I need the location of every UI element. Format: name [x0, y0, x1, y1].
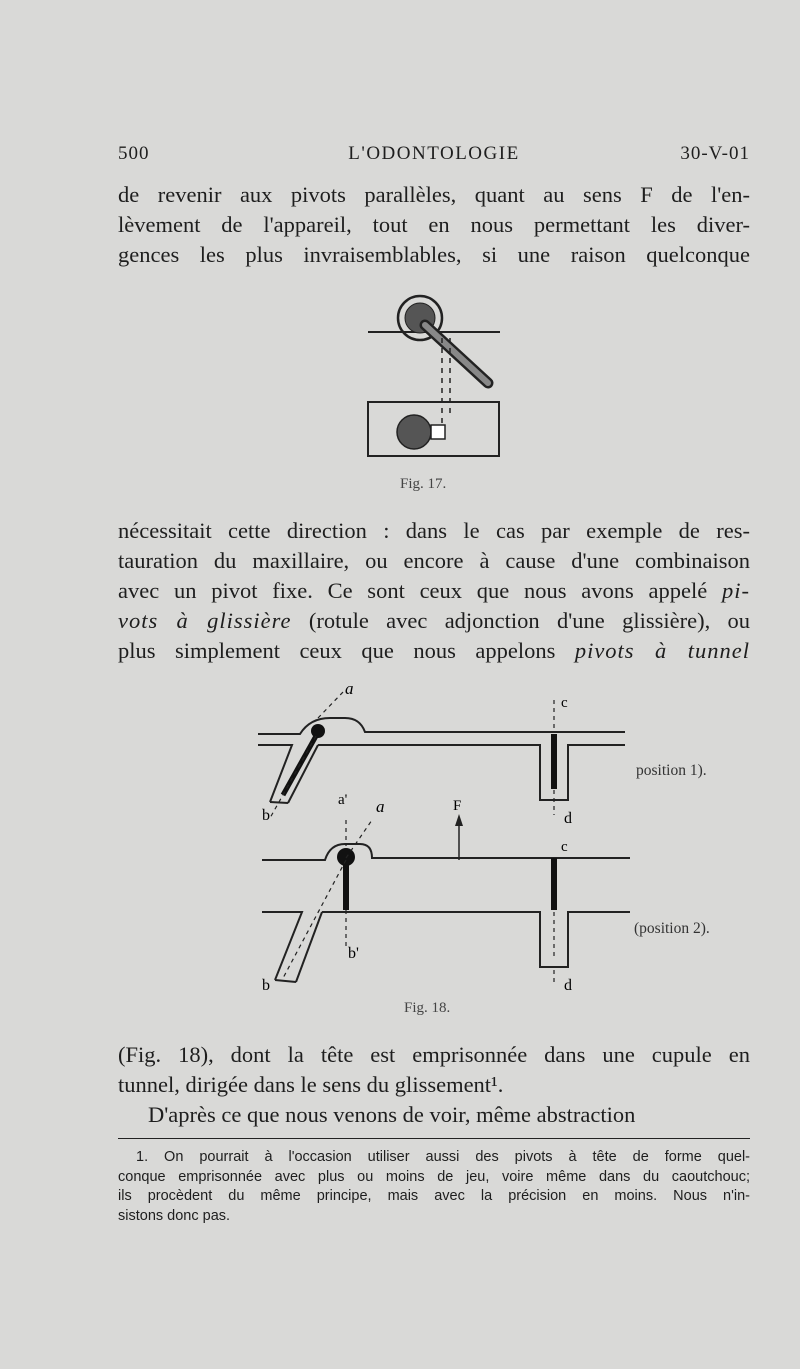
text-line: plus simplement ceux que nous appelons pivots à tunnel	[118, 638, 750, 663]
text-line: avec un pivot fixe. Ce sont ceux que nous avons appelé pi-	[118, 578, 750, 603]
text-line: nécessitait cette direction : dans le cas par exemple de res-	[118, 518, 750, 543]
italic-term: vots à glissière	[118, 608, 292, 633]
label-d2: d	[564, 977, 572, 994]
text-line: vots à glissière (rotule avec adjonction d'une glissière), ou	[118, 608, 751, 633]
label-F: F	[453, 798, 462, 814]
paragraph-main	[118, 516, 750, 666]
position-1-label: position 1).	[636, 762, 707, 779]
figure-18-drawing	[250, 675, 650, 995]
label-d: d	[564, 810, 572, 827]
text-line: gences les plus invraisemblables, si une raison quelconque	[118, 242, 750, 267]
label-b-prime: b'	[348, 945, 359, 962]
position-2-label: (position 2).	[634, 920, 710, 937]
figure-17-drawing	[340, 288, 520, 468]
footnote-line: 1. On pourrait à l'occasion utiliser aussi des pivots à tête de forme quel-	[136, 1149, 750, 1165]
paragraph-fig18	[118, 1040, 750, 1130]
page-number: 500	[118, 143, 150, 164]
label-c2: c	[561, 839, 568, 855]
footnote-line: ils procèdent du même principe, mais avec la précision en moins. Nous n'in-	[118, 1188, 750, 1204]
label-a2: a	[376, 797, 385, 816]
label-b: b	[262, 807, 270, 824]
text-line: lèvement de l'appareil, tout en nous permettant les diver-	[118, 212, 750, 237]
text-line: tauration du maxillaire, ou encore à cause d'une combinaison	[118, 548, 750, 573]
text-line: de revenir aux pivots parallèles, quant au sens F de l'en-	[118, 182, 750, 207]
footnote-line: sistons donc pas.	[118, 1207, 231, 1224]
label-a-prime: a'	[338, 792, 348, 808]
text-line: (Fig. 18), dont la tête est emprisonnée dans une cupule en	[118, 1042, 750, 1067]
running-header	[118, 143, 750, 169]
footnote-line: conque emprisonnée avec plus ou moins de jeu, voire même dans du caoutchouc;	[118, 1168, 750, 1185]
label-a: a	[345, 679, 354, 698]
text-line: D'après ce que nous venons de voir, même abstraction	[148, 1102, 636, 1127]
journal-title: L'ODONTOLOGIE	[348, 143, 520, 164]
italic-term: pivots à tunnel	[574, 638, 750, 663]
italic-term: pi-	[722, 578, 750, 603]
label-c: c	[561, 695, 568, 711]
label-b2: b	[262, 977, 270, 994]
footnote-rule	[118, 1138, 750, 1139]
text-line: tunnel, dirigée dans le sens du glissement¹.	[118, 1072, 504, 1097]
issue-date: 30-V-01	[680, 143, 750, 164]
figure-17-caption: Fig. 17.	[400, 476, 447, 492]
footnote	[118, 1148, 750, 1226]
figure-18-caption: Fig. 18.	[404, 1000, 451, 1016]
paragraph-continuation	[118, 180, 750, 270]
